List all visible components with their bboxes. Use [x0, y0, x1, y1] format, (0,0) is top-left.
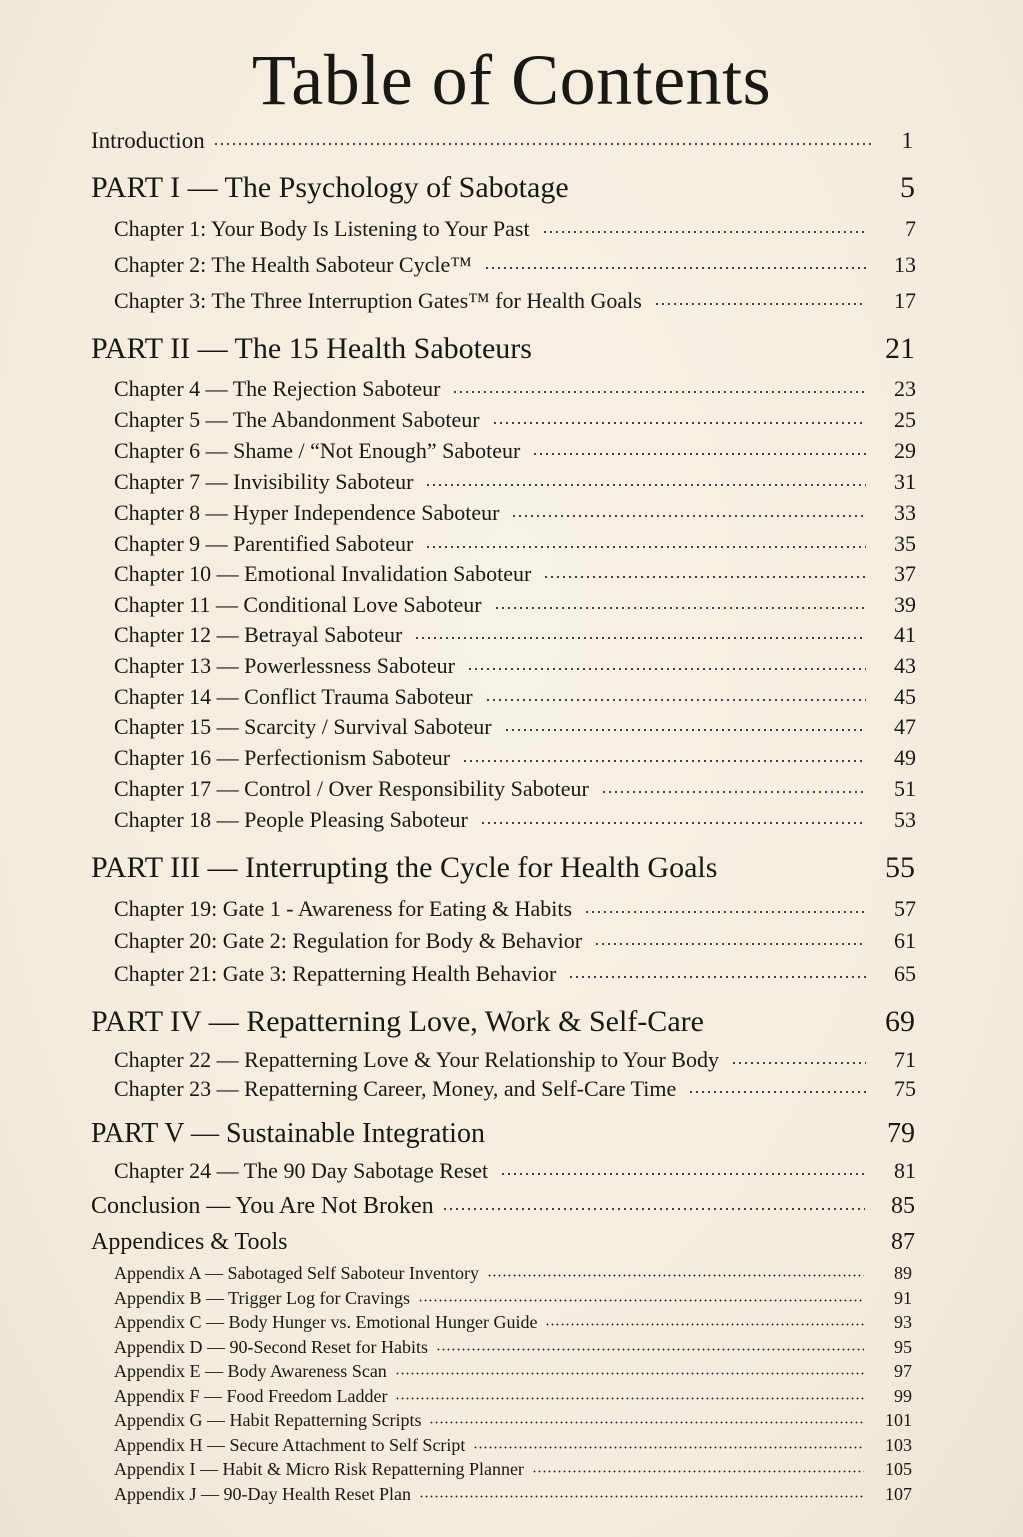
toc-appendix[interactable]: [114, 1386, 912, 1407]
entry-page-number: 49: [894, 745, 916, 770]
entry-label: Conclusion — You Are Not Broken: [91, 1193, 434, 1219]
toc-part-2[interactable]: [91, 332, 915, 366]
entry-page-number: 35: [894, 531, 916, 556]
toc-chapter[interactable]: [114, 561, 916, 587]
toc-chapter[interactable]: [114, 776, 916, 802]
part-page-number: 79: [887, 1118, 915, 1149]
toc-appendix[interactable]: [114, 1263, 912, 1284]
entry-page-number: 13: [894, 252, 916, 277]
entry-page-number: 51: [894, 776, 916, 801]
part-label: PART IV — Repatterning Love, Work & Self-Care: [91, 1005, 704, 1038]
toc-part-3[interactable]: [91, 851, 915, 885]
entry-page-number: 61: [894, 928, 916, 953]
toc-chapter[interactable]: [114, 1047, 916, 1073]
page-title: Table of Contents: [251, 40, 772, 120]
toc-appendix[interactable]: [114, 1435, 912, 1456]
dot-leader: [584, 909, 866, 915]
toc-chapter[interactable]: [114, 684, 916, 710]
entry-page-number: 1: [901, 128, 913, 153]
entry-label: Chapter 8 — Hyper Independence Saboteur: [114, 500, 500, 525]
toc-entry-appendices[interactable]: [91, 1229, 915, 1256]
toc-appendix[interactable]: [114, 1337, 912, 1358]
toc-chapter[interactable]: [114, 745, 916, 771]
entry-label: Appendix D — 90-Second Reset for Habits: [114, 1337, 428, 1357]
entry-label: Chapter 1: Your Body Is Listening to Your Past: [114, 216, 530, 241]
part-page-number: 21: [885, 332, 915, 365]
toc-chapter[interactable]: [114, 928, 916, 954]
entry-label: Appendix B — Trigger Log for Cravings: [114, 1288, 410, 1308]
dot-leader: [532, 451, 866, 457]
entry-label: Appendix F — Food Freedom Ladder: [114, 1386, 388, 1406]
entry-page-number: 43: [894, 653, 916, 678]
dot-leader: [688, 1089, 866, 1095]
toc-chapter[interactable]: [114, 288, 916, 314]
entry-page-number: 91: [894, 1288, 912, 1308]
entry-page-number: 31: [894, 469, 916, 494]
toc-chapter[interactable]: [114, 252, 916, 278]
dot-leader: [462, 758, 866, 764]
entry-label: Chapter 22 — Repatterning Love & Your Relationship to Your Body: [114, 1047, 719, 1072]
entry-label: Chapter 11 — Conditional Love Saboteur: [114, 592, 482, 617]
toc-appendix[interactable]: [114, 1410, 912, 1431]
entry-page-number: 47: [894, 714, 916, 739]
entry-page-number: 25: [894, 407, 916, 432]
dot-leader: [568, 974, 866, 980]
toc-entry-conclusion[interactable]: [91, 1193, 915, 1220]
entry-label: Chapter 23 — Repatterning Career, Money, and Self-Care Time: [114, 1076, 677, 1101]
entry-page-number: 105: [885, 1459, 912, 1479]
part-page-number: 55: [885, 851, 915, 884]
entry-page-number: 87: [891, 1229, 915, 1255]
dot-leader: [654, 301, 866, 307]
entry-label: Chapter 24 — The 90 Day Sabotage Reset: [114, 1158, 489, 1183]
entry-label: Chapter 17 — Control / Over Responsibility Saboteur: [114, 776, 589, 801]
dot-leader: [542, 229, 866, 235]
dot-leader: [487, 1273, 864, 1278]
entry-label: Chapter 16 — Perfectionism Saboteur: [114, 745, 451, 770]
entry-label: Chapter 3: The Three Interruption Gates™ for Health Goals: [114, 288, 642, 313]
toc-appendix[interactable]: [114, 1288, 912, 1309]
toc-chapter[interactable]: [114, 438, 916, 464]
toc-entry-introduction[interactable]: [91, 128, 913, 154]
entry-page-number: 33: [894, 500, 916, 525]
dot-leader: [504, 727, 866, 733]
entry-page-number: 71: [894, 1047, 916, 1072]
dot-leader: [436, 1347, 864, 1352]
toc-chapter[interactable]: [114, 961, 916, 987]
entry-page-number: 57: [894, 896, 916, 921]
dot-leader: [511, 513, 866, 519]
toc-chapter[interactable]: [114, 469, 916, 495]
part-label: PART II — The 15 Health Saboteurs: [91, 332, 532, 365]
toc-chapter[interactable]: [114, 216, 916, 242]
entry-page-number: 7: [905, 216, 916, 241]
dot-leader: [419, 1494, 864, 1499]
entry-page-number: 37: [894, 561, 916, 586]
entry-label: Appendix G — Habit Repatterning Scripts: [114, 1410, 422, 1430]
entry-page-number: 103: [885, 1435, 912, 1455]
dot-leader: [543, 574, 866, 580]
entry-label: Chapter 4 — The Rejection Saboteur: [114, 376, 441, 401]
entry-page-number: 99: [894, 1386, 912, 1406]
entry-label: Chapter 13 — Powerlessness Saboteur: [114, 653, 455, 678]
dot-leader: [484, 265, 866, 271]
entry-label: Chapter 2: The Health Saboteur Cycle™: [114, 252, 472, 277]
entry-label: Chapter 7 — Invisibility Saboteur: [114, 469, 414, 494]
entry-label: Appendix J — 90-Day Health Reset Plan: [114, 1484, 411, 1504]
toc-chapter[interactable]: [114, 1158, 916, 1184]
dot-leader: [500, 1171, 866, 1177]
dot-leader: [395, 1371, 864, 1376]
entry-label: Appendix A — Sabotaged Self Saboteur Inventory: [114, 1263, 479, 1283]
part-label: PART III — Interrupting the Cycle for Health Goals: [91, 851, 718, 884]
entry-page-number: 29: [894, 438, 916, 463]
toc-chapter[interactable]: [114, 531, 916, 557]
entry-page-number: 41: [894, 622, 916, 647]
entry-page-number: 85: [891, 1193, 915, 1219]
entry-page-number: 93: [894, 1312, 912, 1332]
entry-label: Appendices & Tools: [91, 1229, 288, 1255]
entry-page-number: 75: [894, 1076, 916, 1101]
dot-leader: [213, 141, 873, 147]
entry-page-number: 65: [894, 961, 916, 986]
entry-page-number: 101: [885, 1410, 912, 1430]
entry-page-number: 23: [894, 376, 916, 401]
dot-leader: [418, 1298, 864, 1303]
dot-leader: [425, 544, 866, 550]
entry-label: Chapter 21: Gate 3: Repatterning Health Behavior: [114, 961, 557, 986]
toc-chapter[interactable]: [114, 807, 916, 833]
entry-label: Appendix C — Body Hunger vs. Emotional Hunger Guide: [114, 1312, 538, 1332]
toc-chapter[interactable]: [114, 714, 916, 740]
entry-label: Chapter 15 — Scarcity / Survival Saboteur: [114, 714, 492, 739]
toc-appendix[interactable]: [114, 1312, 912, 1333]
dot-leader: [467, 666, 866, 672]
dot-leader: [485, 697, 866, 703]
entry-label: Chapter 14 — Conflict Trauma Saboteur: [114, 684, 473, 709]
dot-leader: [473, 1445, 864, 1450]
entry-label: Chapter 19: Gate 1 - Awareness for Eating & Habits: [114, 896, 573, 921]
part-label: PART V — Sustainable Integration: [91, 1118, 485, 1149]
dot-leader: [480, 820, 866, 826]
entry-label: Chapter 18 — People Pleasing Saboteur: [114, 807, 468, 832]
dot-leader: [425, 482, 866, 488]
toc-chapter[interactable]: [114, 376, 916, 402]
part-page-number: 5: [900, 171, 915, 204]
part-label: PART I — The Psychology of Sabotage: [91, 171, 569, 204]
entry-label: Chapter 5 — The Abandonment Saboteur: [114, 407, 480, 432]
entry-label: Appendix I — Habit & Micro Risk Repatterning Planner: [114, 1459, 524, 1479]
toc-appendix[interactable]: [114, 1484, 912, 1505]
dot-leader: [594, 941, 866, 947]
dot-leader: [395, 1396, 864, 1401]
entry-label: Chapter 9 — Parentified Saboteur: [114, 531, 414, 556]
entry-page-number: 95: [894, 1337, 912, 1357]
toc-appendix[interactable]: [114, 1459, 912, 1480]
toc-part-5[interactable]: [91, 1118, 915, 1150]
dot-leader: [429, 1420, 864, 1425]
entry-page-number: 107: [885, 1484, 912, 1504]
entry-page-number: 17: [894, 288, 916, 313]
entry-label: Appendix H — Secure Attachment to Self Script: [114, 1435, 466, 1455]
dot-leader: [731, 1060, 866, 1066]
entry-page-number: 39: [894, 592, 916, 617]
dot-leader: [532, 1469, 864, 1474]
toc-part-1[interactable]: [91, 171, 915, 205]
toc-appendix[interactable]: [114, 1361, 912, 1382]
toc-chapter[interactable]: [114, 896, 916, 922]
toc-chapter[interactable]: [114, 500, 916, 526]
entry-page-number: 81: [894, 1158, 916, 1183]
entry-label: Introduction: [91, 128, 205, 153]
entry-label: Appendix E — Body Awareness Scan: [114, 1361, 387, 1381]
toc-chapter[interactable]: [114, 622, 916, 648]
entry-label: Chapter 6 — Shame / “Not Enough” Saboteur: [114, 438, 521, 463]
toc-chapter[interactable]: [114, 407, 916, 433]
entry-page-number: 45: [894, 684, 916, 709]
part-page-number: 69: [885, 1005, 915, 1038]
toc-chapter[interactable]: [114, 592, 916, 618]
entry-label: Chapter 20: Gate 2: Regulation for Body & Behavior: [114, 928, 583, 953]
dot-leader: [601, 789, 866, 795]
dot-leader: [545, 1322, 864, 1327]
dot-leader: [492, 420, 866, 426]
dot-leader: [452, 389, 866, 395]
toc-part-4[interactable]: [91, 1005, 915, 1039]
toc-chapter[interactable]: [114, 1076, 916, 1102]
dot-leader: [442, 1206, 865, 1212]
dot-leader: [414, 635, 866, 641]
entry-label: Chapter 10 — Emotional Invalidation Saboteur: [114, 561, 532, 586]
entry-page-number: 53: [894, 807, 916, 832]
toc-chapter[interactable]: [114, 653, 916, 679]
entry-label: Chapter 12 — Betrayal Saboteur: [114, 622, 403, 647]
entry-page-number: 89: [894, 1263, 912, 1283]
dot-leader: [494, 605, 866, 611]
entry-page-number: 97: [894, 1361, 912, 1381]
